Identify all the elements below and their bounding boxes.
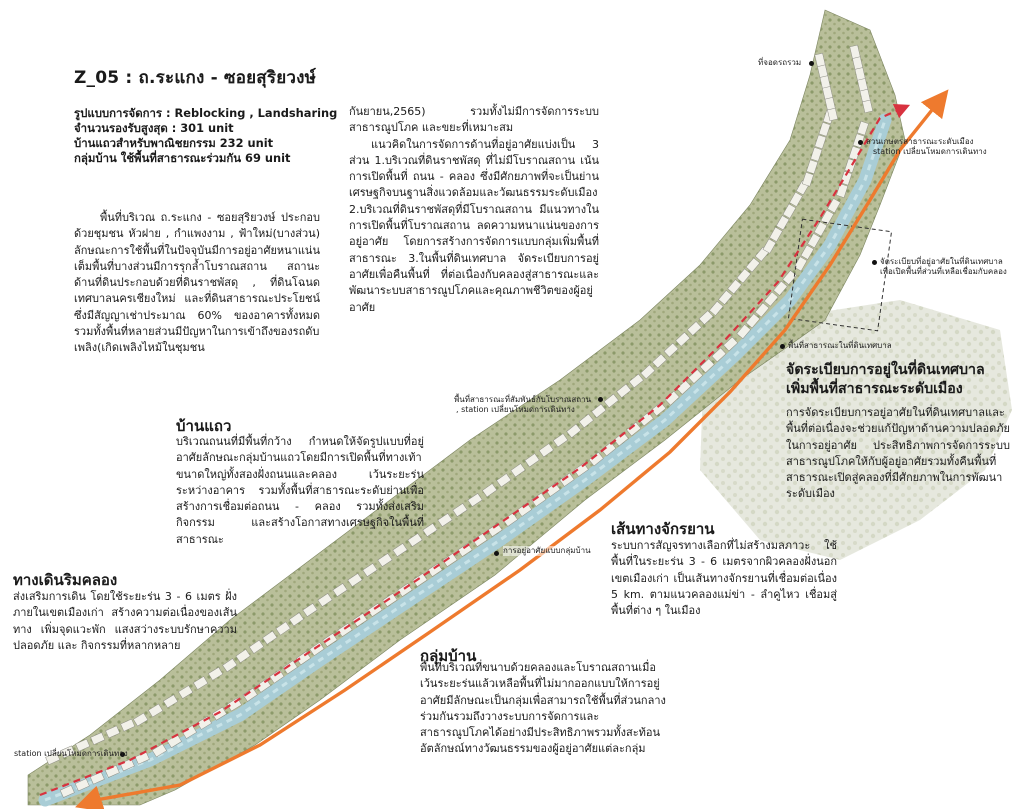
intro-paragraph: พื้นที่บริเวณ ถ.ระแกง - ซอยสุริยวงษ์ ประกอบด้วยชุมชน หัวฝาย , กำแพงงาม , ฟ้าใหม่(บางส่วน) ลักษณะการใช้พื้นที่ในปัจจุบันมีการอยู่อาศัยหนาแน่นเต็มพื้นที่บางส่วนมีการรุกล้ำโบราณสถาน สถานะด้านที่ดินประกอบด้วยที่ดินราชพัสดุ , ที่ดินโฉนด เทศบาลนครเชียงใหม่ และที่ดินสาธารณะประโยชน์ ซึ่งมีสัญญาเช่าประมาณ 60% ของอาคารทั้งหมด รวมทั้งพื้นที่หลายส่วนมีปัญหาในการเข้าถึงของรถดับเพลิง(เกิดเพลิงไหม้ในชุมชน [74,211,320,355]
label-municipal-open: เพื่อเปิดพื้นที่ส่วนที่เหลือเชื่อมกับคลอง [880,267,1007,276]
label-public-city-station: station เปลี่ยนโหมดการเดินทาง [873,147,987,156]
label-municipal-public: พื้นที่สาธารณะในที่ดินเทศบาล [788,341,892,350]
label-heritage-station: , station เปลี่ยนโหมดการเดินทาง [456,405,575,414]
fact-group-units: กลุ่มบ้าน ใช้พื้นที่สาธารณะร่วมกัน 69 unit [74,151,291,165]
waste-point-marker [809,61,814,66]
fact-rowhouse-units: บ้านแถวสำหรับพาณิชยกรรม 232 unit [74,136,274,150]
canal-walk-heading: ทางเดินริมคลอง [13,571,118,589]
fact-management: รูปแบบการจัดการ : Reblocking , Landsharing [74,106,338,120]
municipal-body: การจัดระเบียบการอยู่อาศัยในที่ดินเทศบาลและพื้นที่ต่อเนื่องจะช่วยแก้ปัญหาด้านความปลอดภัยในการอยู่อาศัย ประสิทธิภาพการจัดการระบบสาธารณูปโภคให้กับผู้อยู่อาศัยรวมทั้งคืนพื้นที่สาธารณะเปิดสู่คลองที่มีศักยภาพในการพัฒนาระดับเมือง [786,406,1010,501]
village-heading: กลุ่มบ้าน [420,647,477,665]
zone-title: Z_05 : ถ.ระแกง - ซอยสุริยวงษ์ [74,68,317,88]
label-public-city: สวนเกษตรสาธารณะระดับเมือง [866,137,974,146]
heritage-marker [598,397,603,402]
concept-paragraph [349,104,599,316]
zone-facts [74,106,337,166]
rowhouse-heading: บ้านแถว [176,417,232,435]
bike-heading: เส้นทางจักรยาน [611,520,715,538]
group-housing-marker [494,551,499,556]
rowhouse-body: บริเวณถนนที่มีพื้นที่กว้าง กำหนดให้จัดรูปแบบที่อยู่อาศัยลักษณะกลุ่มบ้านแถวโดยมีการเปิดพื้นที่ทางเท้าขนาดใหญ่ทั้งสองฝั่งถนนและคลอง เว้นระยะร่นระหว่างอาคาร รวมทั้งพื้นที่สาธารณะระดับย่านเพื่อสร้างการเชื่อมต่อถนน - คลอง รวมทั้งส่งเสริมกิจกรรม และสร้างโอกาสทางเศรษฐกิจในพื้นที่สาธารณะ [176,435,424,546]
label-heritage: พื้นที่สาธารณะที่สัมพันธ์กับโบราณสถาน [454,395,592,404]
municipal-heading: จัดระเบียบการอยู่ในที่ดินเทศบาล เพิ่มพื้นที่สาธารณะระดับเมือง [786,362,985,397]
fact-capacity: จำนวนรองรับสูงสุด : 301 unit [74,121,234,135]
public-city-marker [858,140,863,145]
municipal-marker [872,260,877,265]
label-group-housing: การอยู่อาศัยแบบกลุ่มบ้าน [503,546,591,555]
label-municipal: จัดระเบียบที่อยู่อาศัยในที่ดินเทศบาล [880,257,1003,266]
village-body: พื้นที่บริเวณที่ขนาบด้วยคลองและโบราณสถานเมื่อเว้นระยะร่นแล้วเหลือพื้นที่ไม่มากออกแบบให้การอยู่อาศัยมีลักษณะเป็นกลุ่มเพื่อสามารถใช้พื้นที่ส่วนกลางร่วมกันรวมถึงวางระบบการจัดการและสาธารณูปโภคได้อย่างมีประสิทธิภาพรวมทั้งสะท้อนอัตลักษณ์ทางวัฒนธรรมของผู้อยู่อาศัยแต่ละกลุ่ม [420,661,666,756]
label-station: station เปลี่ยนโหมดการเดินทาง [14,749,128,758]
municipal-public-marker [780,344,785,349]
concept-text-a: กันยายน,2565) รวมทั้งไม่มีการจัดการระบบสาธารณูปโภค และขยะที่เหมาะสม [349,105,599,135]
canal-walk-body: ส่งเสริมการเดิน โดยใช้ระยะร่น 3 - 6 เมตร ฝั่งภายในเขตเมืองเก่า สร้างความต่อเนื่องของเส้นทาง เพิ่มจุดแวะพัก แสงสว่างระบบรักษาความปลอดภัย และ กิจกรรมที่หลากหลาย [13,590,237,652]
bike-body: ระบบการสัญจรทางเลือกที่ไม่สร้างมลภาวะ ใช้พื้นที่ในระยะร่น 3 - 6 เมตรจากผิวคลองฝั่งนอกเขตเมืองเก่า เป็นเส้นทางจักรยานที่เชื่อมต่อเนื่อง 5 km. ตามแนวคลองแม่ข่า - ลำคูไหว เชื่อมสู่พื้นที่ต่าง ๆ ในเมือง [611,539,837,618]
concept-text-b: แนวคิดในการจัดการด้านที่อยู่อาศัยแบ่งเป็น 3 ส่วน 1.บริเวณที่ดินราชพัสดุ ที่ไม่มีโบราณสถาน เน้นการเปิดพื้นที่ ถนน - คลอง ซึ่งมีศักยภาพที่จะเป็นย่านเศรษฐกิจบนฐานสิ่งแวดล้อมและวัฒนธรรมระดับเมือง 2.บริเวณที่ดินราชพัสดุที่มีโบราณสถาน มีแนวทางในการเปิดพื้นที่โบราณสถาน ลดความหนาแน่นของการอยู่อาศัย โดยการสร้างการจัดการแบบกลุ่มเพิ่มพื้นที่สาธารณะ 3.ในพื้นที่ดินเทศบาล จัดระเบียบการอยู่อาศัยเพื่อคืนพื้นที่ ที่ต่อเนื่องกับคลองสู่สาธารณะและพัฒนาระบบสาธารณูปโภคและคุณภาพชีวิตของผู้อยู่อาศัย [349,137,599,314]
label-waste: ที่จอดรถรวม [758,58,802,67]
